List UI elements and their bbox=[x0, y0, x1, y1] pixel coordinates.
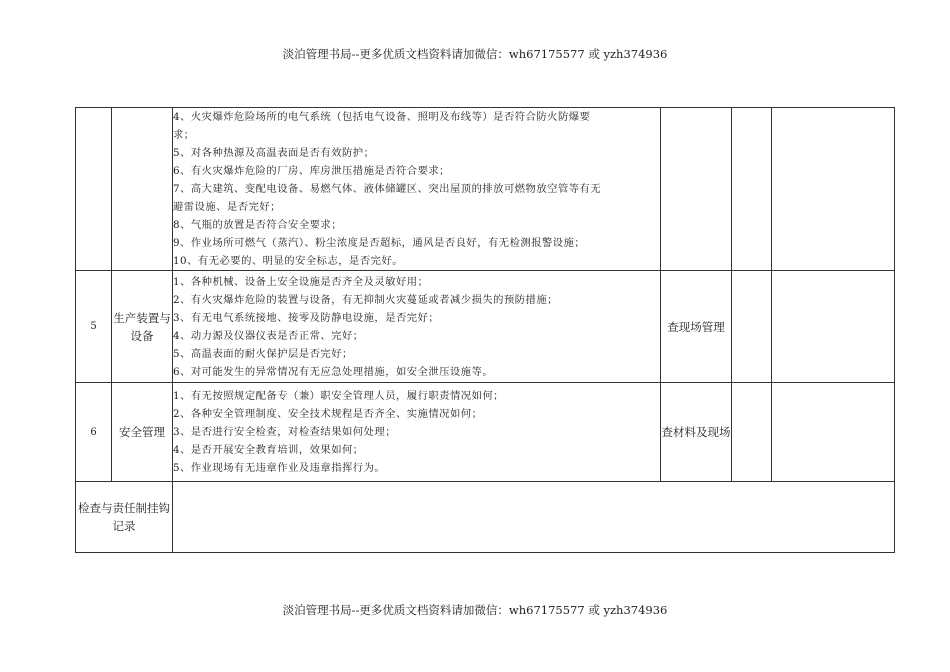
item-name: 安全管理 bbox=[112, 383, 173, 482]
check-content bbox=[173, 271, 661, 383]
check-content bbox=[173, 108, 661, 271]
empty-cell bbox=[772, 108, 895, 271]
content-line: 9、作业场所可燃气（蒸汽）、粉尘浓度是否超标，通风是否良好，有无检测报警设施； bbox=[173, 237, 586, 249]
empty-cell bbox=[732, 383, 772, 482]
item-name: 生产装置与设备 bbox=[112, 271, 173, 383]
content-line: 避雷设施、是否完好； bbox=[173, 201, 281, 213]
content-line: 5、对各种热源及高温表面是否有效防护； bbox=[173, 147, 375, 159]
check-content bbox=[173, 383, 661, 482]
content-line: 求； bbox=[173, 129, 195, 141]
table-row bbox=[76, 482, 895, 553]
content-line: 1、各种机械、设备上安全设施是否齐全及灵敏好用； bbox=[173, 275, 429, 288]
check-method bbox=[661, 108, 732, 271]
page-footer: 淡泊管理书局--更多优质文档资料请加微信：wh67175577 或 yzh374936 bbox=[282, 603, 668, 617]
content-line: 4、动力源及仪器仪表是否正常、完好； bbox=[173, 329, 364, 342]
empty-cell bbox=[732, 108, 772, 271]
content-line: 7、高大建筑、变配电设备、易燃气体、液体储罐区、突出屋顶的排放可燃物放空管等有无 bbox=[173, 183, 602, 195]
content-line: 5、作业现场有无违章作业及违章指挥行为。 bbox=[173, 462, 386, 474]
item-name bbox=[112, 108, 173, 271]
check-method: 查现场管理 bbox=[661, 271, 732, 383]
content-line: 10、有无必要的、明显的安全标志，是否完好。 bbox=[173, 255, 404, 267]
empty-cell bbox=[732, 271, 772, 383]
row-number: 6 bbox=[76, 383, 112, 482]
content-line: 3、是否进行安全检查，对检查结果如何处理； bbox=[173, 426, 396, 438]
content-line: 1、有无按照规定配备专（兼）职安全管理人员，履行职责情况如何； bbox=[173, 390, 504, 402]
record-cell bbox=[173, 482, 895, 553]
content-line: 4、是否开展安全教育培训，效果如何； bbox=[173, 444, 364, 456]
content-line: 6、对可能发生的异常情况有无应急处理措施，如安全泄压设施等。 bbox=[173, 365, 494, 378]
record-label: 检查与责任制挂钩记录 bbox=[76, 482, 173, 553]
page-header: 淡泊管理书局--更多优质文档资料请加微信：wh67175577 或 yzh374936 bbox=[282, 47, 668, 61]
row-number: 5 bbox=[76, 271, 112, 383]
content-line: 5、高温表面的耐火保护层是否完好； bbox=[173, 347, 353, 360]
empty-cell bbox=[772, 271, 895, 383]
content-line: 8、气瓶的放置是否符合安全要求； bbox=[173, 219, 343, 231]
inspection-table bbox=[75, 107, 895, 553]
content-line: 2、各种安全管理制度、安全技术规程是否齐全、实施情况如何； bbox=[173, 408, 483, 420]
row-number bbox=[76, 108, 112, 271]
table-row bbox=[76, 271, 895, 383]
content-line: 4、火灾爆炸危险场所的电气系统（包括电气设备、照明及布线等）是否符合防火防爆要 bbox=[173, 111, 591, 123]
table-row bbox=[76, 108, 895, 271]
content-line: 2、有火灾爆炸危险的装置与设备，有无抑制火灾蔓延或者减少损失的预防措施； bbox=[173, 293, 558, 306]
content-line: 6、有火灾爆炸危险的厂房、库房泄压措施是否符合要求； bbox=[173, 165, 450, 177]
check-method: 查材料及现场 bbox=[661, 383, 732, 482]
content-line: 3、有无电气系统接地、接零及防静电设施，是否完好； bbox=[173, 311, 440, 324]
table-row bbox=[76, 383, 895, 482]
empty-cell bbox=[772, 383, 895, 482]
